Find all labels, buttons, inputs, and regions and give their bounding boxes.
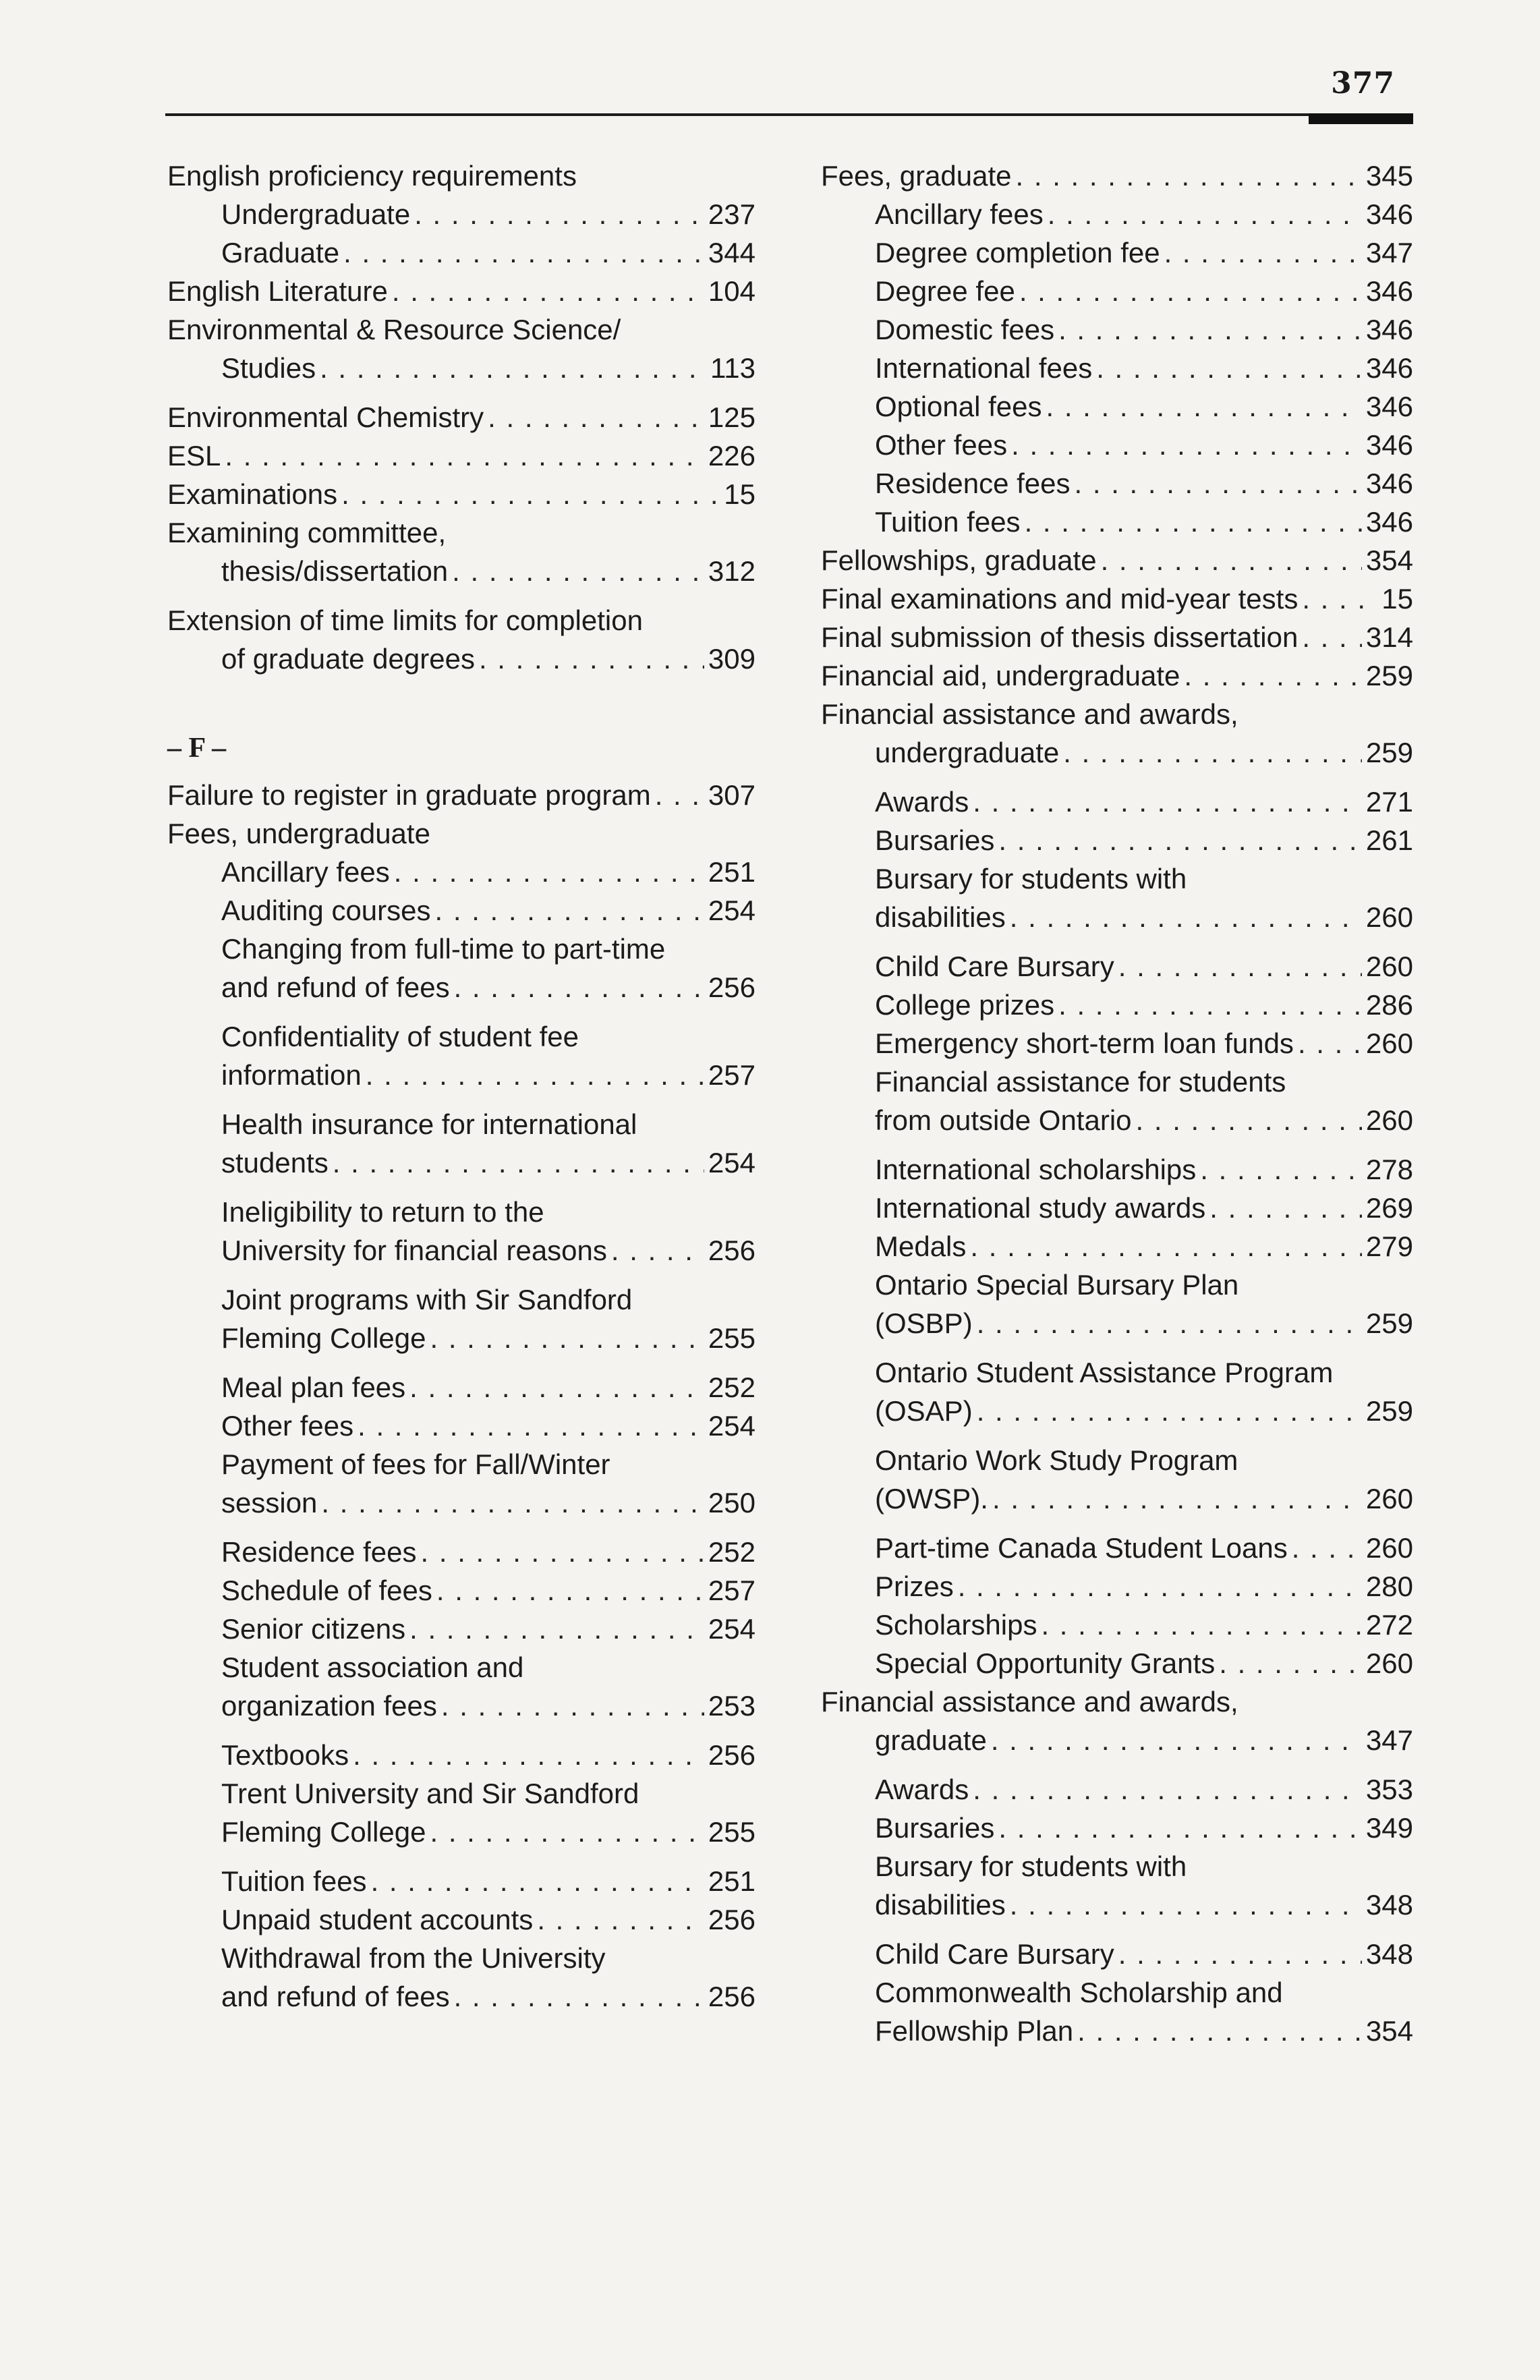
index-subentry <box>821 1973 1413 2061</box>
index-entry-text: and refund of fees <box>221 1981 450 2012</box>
index-subentry <box>167 195 755 233</box>
index-subentry <box>821 195 1413 233</box>
index-entry-text: undergraduate <box>875 737 1060 768</box>
index-page-ref: 349 <box>1365 1812 1413 1844</box>
index-page-ref: 256 <box>708 1739 755 1771</box>
index-entry-text: Changing from full-time to part-time <box>221 933 666 965</box>
dot-leader <box>970 1227 1362 1266</box>
index-entry-text: Financial assistance and awards, <box>821 1686 1238 1718</box>
index-entry-text: English Literature <box>167 275 388 307</box>
index-entry-text: Special Opportunity Grants <box>875 1647 1216 1679</box>
index-page-ref: 345 <box>1365 160 1413 192</box>
index-entry-text: Fees, undergraduate <box>167 818 430 849</box>
index-entry-text: Ancillary fees <box>875 198 1044 230</box>
index-page-ref: 346 <box>1365 314 1413 345</box>
index-page-ref: 15 <box>1381 583 1413 615</box>
index-page-ref: 257 <box>708 1575 755 1606</box>
dot-leader <box>1164 233 1362 272</box>
index-entry-text: Emergency short-term loan funds <box>875 1027 1294 1059</box>
index-entry-text: Prizes <box>875 1570 954 1602</box>
index-page-ref: 250 <box>708 1487 755 1519</box>
index-entry-text: Joint programs with Sir Sandford <box>221 1284 633 1315</box>
index-subentry <box>821 387 1413 426</box>
index-subentry <box>821 1809 1413 1847</box>
index-entry-text: (OSAP) <box>875 1395 973 1427</box>
index-page-ref: 259 <box>1365 660 1413 691</box>
dot-leader <box>414 195 704 233</box>
index-entry-text: disabilities <box>875 901 1006 933</box>
index-entry-text: Ineligibility to return to the <box>221 1196 544 1228</box>
index-page-ref: 353 <box>1365 1774 1413 1805</box>
index-page-ref: 272 <box>1365 1609 1413 1641</box>
index-page-ref: 254 <box>708 895 755 926</box>
index-page-ref: 346 <box>1365 506 1413 538</box>
index-subentry <box>821 1529 1413 1567</box>
dot-leader <box>973 1770 1362 1809</box>
index-page-ref: 260 <box>1365 1647 1413 1679</box>
index-page-ref: 354 <box>1365 2015 1413 2047</box>
index-subentry <box>167 1939 755 2027</box>
index-entry-text: Other fees <box>221 1410 354 1442</box>
index-page-ref: 347 <box>1365 237 1413 268</box>
index-entry-text: Optional fees <box>875 391 1042 422</box>
index-page-ref: 125 <box>708 401 755 433</box>
dot-leader <box>225 436 704 475</box>
dot-leader <box>1184 656 1362 695</box>
index-entry-text: Undergraduate <box>221 198 411 230</box>
index-entry-text: Commonwealth Scholarship and <box>875 1977 1283 2008</box>
index-subentry <box>821 1353 1413 1441</box>
index-entry-text: from outside Ontario <box>875 1104 1132 1136</box>
index-subentry <box>821 1644 1413 1682</box>
index-entry-text: Domestic fees <box>875 314 1055 345</box>
index-column-left <box>167 157 755 2027</box>
index-entry-text: (OSBP) <box>875 1307 973 1339</box>
dot-leader <box>1058 986 1362 1024</box>
dot-leader <box>1200 1150 1362 1189</box>
index-entry-text: Payment of fees for Fall/Winter <box>221 1448 610 1480</box>
index-entry-text: disabilities <box>875 1889 1006 1921</box>
index-page-ref: 260 <box>1365 901 1413 933</box>
dot-leader <box>1101 541 1362 579</box>
dot-leader <box>1136 1101 1362 1139</box>
dot-leader <box>394 853 704 891</box>
dot-leader <box>441 1687 704 1725</box>
index-subentry <box>821 1606 1413 1644</box>
index-entry-text: Child Care Bursary <box>875 951 1114 982</box>
dot-leader <box>1302 579 1377 618</box>
index-entry-text: Trent University and Sir Sandford <box>221 1778 639 1809</box>
dot-leader <box>1209 1189 1362 1227</box>
index-page-ref: 260 <box>1365 1027 1413 1059</box>
index-entry-text: Bursary for students with <box>875 863 1187 895</box>
index-subentry <box>167 1280 755 1368</box>
index-subentry <box>167 1017 755 1105</box>
dot-leader <box>430 1813 704 1851</box>
index-page-ref: 260 <box>1365 1532 1413 1564</box>
index-entry-text: Financial assistance for students <box>875 1066 1286 1098</box>
index-entry-text: Ancillary fees <box>221 856 390 888</box>
dot-leader <box>454 1977 704 2016</box>
dot-leader <box>611 1231 704 1270</box>
index-page-ref: 346 <box>1365 468 1413 499</box>
index-subentry <box>167 1533 755 1571</box>
index-page-ref: 256 <box>708 1235 755 1266</box>
index-entry-text: Confidentiality of student fee <box>221 1021 579 1052</box>
index-page-ref: 252 <box>708 1371 755 1403</box>
index-entry <box>821 541 1413 579</box>
index-entry-text: Auditing courses <box>221 895 431 926</box>
index-entry-text: Ontario Student Assistance Program <box>875 1357 1334 1388</box>
dot-leader <box>1298 1024 1362 1062</box>
index-subentry <box>821 1150 1413 1189</box>
index-entry-text: College prizes <box>875 989 1055 1021</box>
index-entry-text: Student association and <box>221 1651 524 1683</box>
index-page-ref: 251 <box>708 1865 755 1897</box>
index-subentry <box>167 891 755 930</box>
index-page-ref: 269 <box>1365 1192 1413 1224</box>
dot-leader <box>655 776 704 814</box>
index-subentry <box>821 821 1413 859</box>
index-page-ref: 226 <box>708 440 755 472</box>
index-page-ref: 347 <box>1365 1724 1413 1756</box>
index-entry-text: Environmental & Resource Science/ <box>167 314 621 345</box>
dot-leader <box>977 1304 1362 1342</box>
dot-leader <box>1041 1606 1361 1644</box>
index-entry-text: Financial aid, undergraduate <box>821 660 1180 691</box>
dot-leader <box>1077 2012 1362 2050</box>
dot-leader <box>1118 1935 1362 1973</box>
index-page-ref: 286 <box>1365 989 1413 1021</box>
dot-leader <box>992 1479 1362 1518</box>
dot-leader <box>341 475 720 513</box>
index-page-ref: 255 <box>708 1322 755 1354</box>
index-entry-text: Other fees <box>875 429 1008 461</box>
index-page-ref: 280 <box>1365 1570 1413 1602</box>
index-page-ref: 251 <box>708 856 755 888</box>
index-entry-text: Residence fees <box>875 468 1071 499</box>
index-subentry <box>167 1368 755 1407</box>
dot-leader <box>430 1319 704 1357</box>
index-subentry <box>821 1189 1413 1227</box>
index-entry-text: International study awards <box>875 1192 1206 1224</box>
index-entry-text: graduate <box>875 1724 987 1756</box>
index-entry-text: Degree completion fee <box>875 237 1160 268</box>
index-subentry <box>821 1441 1413 1529</box>
index-subentry <box>821 1567 1413 1606</box>
index-page-ref: 260 <box>1365 1483 1413 1514</box>
dot-leader <box>1118 947 1362 986</box>
index-page-ref: 346 <box>1365 198 1413 230</box>
index-page-ref: 307 <box>708 779 755 811</box>
dot-leader <box>409 1368 704 1407</box>
index-subentry <box>821 986 1413 1024</box>
index-subentry <box>821 426 1413 464</box>
index-entry <box>821 579 1413 618</box>
index-subentry <box>821 947 1413 986</box>
index-entry-text: International fees <box>875 352 1093 384</box>
index-page-ref: 256 <box>708 971 755 1003</box>
index-subentry <box>821 783 1413 821</box>
index-page-ref: 259 <box>1365 1307 1413 1339</box>
dot-leader <box>1011 426 1362 464</box>
index-subentry <box>821 859 1413 947</box>
index-page-ref: 255 <box>708 1816 755 1848</box>
index-entry-text: Textbooks <box>221 1739 349 1771</box>
dot-leader <box>1292 1529 1362 1567</box>
index-entry-text: Degree fee <box>875 275 1015 307</box>
index-page-ref: 259 <box>1365 1395 1413 1427</box>
index-entry-text: and refund of fees <box>221 971 450 1003</box>
dot-leader <box>421 1533 704 1571</box>
dot-leader <box>1016 157 1362 195</box>
index-entry <box>167 776 755 814</box>
dot-leader <box>454 968 704 1007</box>
index-entry <box>821 157 1413 195</box>
index-subentry <box>167 233 755 272</box>
index-page-ref: 252 <box>708 1536 755 1568</box>
index-subentry <box>167 1900 755 1939</box>
dot-leader <box>435 891 704 930</box>
dot-leader <box>1046 387 1362 426</box>
dot-leader <box>998 1809 1362 1847</box>
dot-leader <box>1010 898 1362 936</box>
index-page-ref: 257 <box>708 1059 755 1091</box>
index-page-ref: 348 <box>1365 1889 1413 1921</box>
index-entry <box>167 814 755 853</box>
index-entry-text: Child Care Bursary <box>875 1938 1114 1970</box>
index-page-ref: 113 <box>710 352 755 384</box>
index-entry-text: Fellowships, graduate <box>821 544 1097 576</box>
index-subentry <box>821 503 1413 541</box>
index-page-ref: 104 <box>708 275 755 307</box>
index-page-ref: 314 <box>1365 621 1413 653</box>
index-page-ref: 279 <box>1365 1230 1413 1262</box>
dot-leader <box>488 398 704 436</box>
index-entry <box>167 157 755 195</box>
index-entry-text: Meal plan fees <box>221 1371 406 1403</box>
index-entry-text: Scholarships <box>875 1609 1037 1641</box>
index-page-ref: 312 <box>708 555 755 587</box>
index-entry-text: Awards <box>875 1774 969 1805</box>
index-entry-text: students <box>221 1147 329 1179</box>
index-subentry <box>167 1648 755 1736</box>
index-page-ref: 256 <box>708 1981 755 2012</box>
dot-leader <box>958 1567 1362 1606</box>
index-page-ref: 348 <box>1365 1938 1413 1970</box>
index-subentry <box>167 1862 755 1900</box>
dot-leader <box>1063 733 1362 772</box>
index-subentry <box>821 1024 1413 1062</box>
dot-leader <box>1010 1886 1362 1924</box>
index-page-ref: 254 <box>708 1613 755 1645</box>
index-entry <box>821 656 1413 695</box>
index-page-ref: 278 <box>1365 1154 1413 1185</box>
dot-leader <box>998 821 1362 859</box>
index-entry-text: Ontario Special Bursary Plan <box>875 1269 1239 1301</box>
dot-leader <box>1019 272 1362 310</box>
index-entry-text: Schedule of fees <box>221 1575 432 1606</box>
index-entry-text: Final examinations and mid-year tests <box>821 583 1299 615</box>
index-page-ref: 261 <box>1365 824 1413 856</box>
index-page-ref: 260 <box>1365 951 1413 982</box>
dot-leader <box>1058 310 1362 349</box>
index-subentry <box>821 1770 1413 1809</box>
index-subentry <box>821 1266 1413 1353</box>
index-entry-text: Studies <box>221 352 316 384</box>
index-entry-text: thesis/dissertation <box>221 555 449 587</box>
index-entry-text: Medals <box>875 1230 967 1262</box>
dot-leader <box>392 272 704 310</box>
index-page-ref: 259 <box>1365 737 1413 768</box>
index-entry-text: Examining committee, <box>167 517 447 548</box>
index-page-ref: 344 <box>708 237 755 268</box>
index-entry-text: Bursaries <box>875 824 995 856</box>
index-page-ref: 346 <box>1365 391 1413 422</box>
page-number: 377 <box>1331 66 1395 101</box>
index-page-ref: 260 <box>1365 1104 1413 1136</box>
dot-leader <box>1096 349 1362 387</box>
index-subentry <box>821 233 1413 272</box>
dot-leader <box>1302 618 1362 656</box>
index-entry-text: Examinations <box>167 478 338 510</box>
index-entry <box>821 695 1413 783</box>
index-entry-text: International scholarships <box>875 1154 1197 1185</box>
index-entry <box>167 436 755 475</box>
index-entry-text: session <box>221 1487 318 1519</box>
index-entry-text: English proficiency requirements <box>167 160 577 192</box>
dot-leader <box>452 552 704 590</box>
index-subentry <box>167 1193 755 1280</box>
index-subentry <box>167 1407 755 1445</box>
dot-leader <box>977 1392 1362 1430</box>
index-subentry <box>167 1736 755 1774</box>
index-entry <box>167 398 755 436</box>
index-entry-text: Bursary for students with <box>875 1850 1187 1882</box>
dot-leader <box>1025 503 1362 541</box>
index-entry-text: Fellowship Plan <box>875 2015 1074 2047</box>
header-tab-marker <box>1309 113 1413 124</box>
dot-leader <box>358 1407 704 1445</box>
index-entry <box>167 601 755 689</box>
index-entry-text: information <box>221 1059 362 1091</box>
index-entry-text: ESL <box>167 440 221 472</box>
dot-leader <box>991 1721 1362 1759</box>
index-page-ref: 346 <box>1365 275 1413 307</box>
index-page-ref: 271 <box>1365 786 1413 818</box>
index-entry <box>167 475 755 513</box>
index-entry-text: Awards <box>875 786 969 818</box>
index-page-ref: 354 <box>1365 544 1413 576</box>
index-entry-text: Extension of time limits for completion <box>167 604 643 636</box>
index-entry-text: of graduate degrees <box>221 643 475 675</box>
index-subentry <box>167 1445 755 1533</box>
dot-leader <box>537 1900 704 1939</box>
index-subentry <box>821 310 1413 349</box>
dot-leader <box>479 640 704 678</box>
index-subentry <box>821 349 1413 387</box>
index-page-ref: 346 <box>1365 352 1413 384</box>
index-subentry <box>167 930 755 1017</box>
index-page-ref: 346 <box>1365 429 1413 461</box>
index-subentry <box>167 1610 755 1648</box>
dot-leader <box>1075 464 1362 503</box>
dot-leader <box>333 1143 704 1182</box>
index-entry-text: Fleming College <box>221 1322 426 1354</box>
index-subentry <box>821 272 1413 310</box>
index-section-heading: – F – <box>167 733 227 764</box>
index-entry-text: Financial assistance and awards, <box>821 698 1238 730</box>
index-entry-text: Fleming College <box>221 1816 426 1848</box>
index-page-ref: 237 <box>708 198 755 230</box>
index-subentry <box>821 1935 1413 1973</box>
index-entry <box>167 272 755 310</box>
header-rule <box>165 113 1413 116</box>
dot-leader <box>436 1571 704 1610</box>
index-entry-text: Failure to register in graduate program <box>167 779 651 811</box>
index-column-right <box>821 157 1413 2061</box>
index-entry-text: Environmental Chemistry <box>167 401 484 433</box>
dot-leader <box>371 1862 704 1900</box>
index-page-ref: 15 <box>724 478 755 510</box>
index-entry <box>821 618 1413 656</box>
index-page-ref: 254 <box>708 1410 755 1442</box>
index-entry-text: Graduate <box>221 237 340 268</box>
index-entry-text: Final submission of thesis dissertation <box>821 621 1299 653</box>
dot-leader <box>343 233 704 272</box>
dot-leader <box>320 349 706 387</box>
index-entry <box>167 310 755 398</box>
index-page-ref: 309 <box>708 643 755 675</box>
index-entry-text: Part-time Canada Student Loans <box>875 1532 1288 1564</box>
dot-leader <box>1219 1644 1362 1682</box>
index-entry-text: (OWSP). <box>875 1483 988 1514</box>
index-entry <box>821 1682 1413 1770</box>
index-entry-text: Withdrawal from the University <box>221 1942 606 1974</box>
index-subentry <box>821 464 1413 503</box>
index-page-ref: 253 <box>708 1690 755 1722</box>
index-subentry <box>167 1105 755 1193</box>
index-entry-text: Health insurance for international <box>221 1108 637 1140</box>
index-entry-text: Tuition fees <box>875 506 1021 538</box>
dot-leader <box>1048 195 1362 233</box>
index-subentry <box>167 1571 755 1610</box>
index-subentry <box>167 1774 755 1862</box>
index-subentry <box>167 853 755 891</box>
index-entry-text: Fees, graduate <box>821 160 1012 192</box>
dot-leader <box>366 1056 704 1094</box>
index-entry <box>167 513 755 601</box>
index-entry-text: University for financial reasons <box>221 1235 607 1266</box>
index-entry-text: Unpaid student accounts <box>221 1904 534 1935</box>
index-page-ref: 254 <box>708 1147 755 1179</box>
index-entry-text: Senior citizens <box>221 1613 406 1645</box>
dot-leader <box>353 1736 704 1774</box>
dot-leader <box>321 1483 704 1522</box>
index-entry-text: Tuition fees <box>221 1865 367 1897</box>
dot-leader <box>973 783 1362 821</box>
index-entry-text: organization fees <box>221 1690 437 1722</box>
index-entry-text: Bursaries <box>875 1812 995 1844</box>
index-subentry <box>821 1062 1413 1150</box>
index-subentry <box>821 1227 1413 1266</box>
index-page-ref: 256 <box>708 1904 755 1935</box>
index-entry-text: Ontario Work Study Program <box>875 1444 1238 1476</box>
index-subentry <box>821 1847 1413 1935</box>
index-entry-text: Residence fees <box>221 1536 417 1568</box>
dot-leader <box>409 1610 704 1648</box>
